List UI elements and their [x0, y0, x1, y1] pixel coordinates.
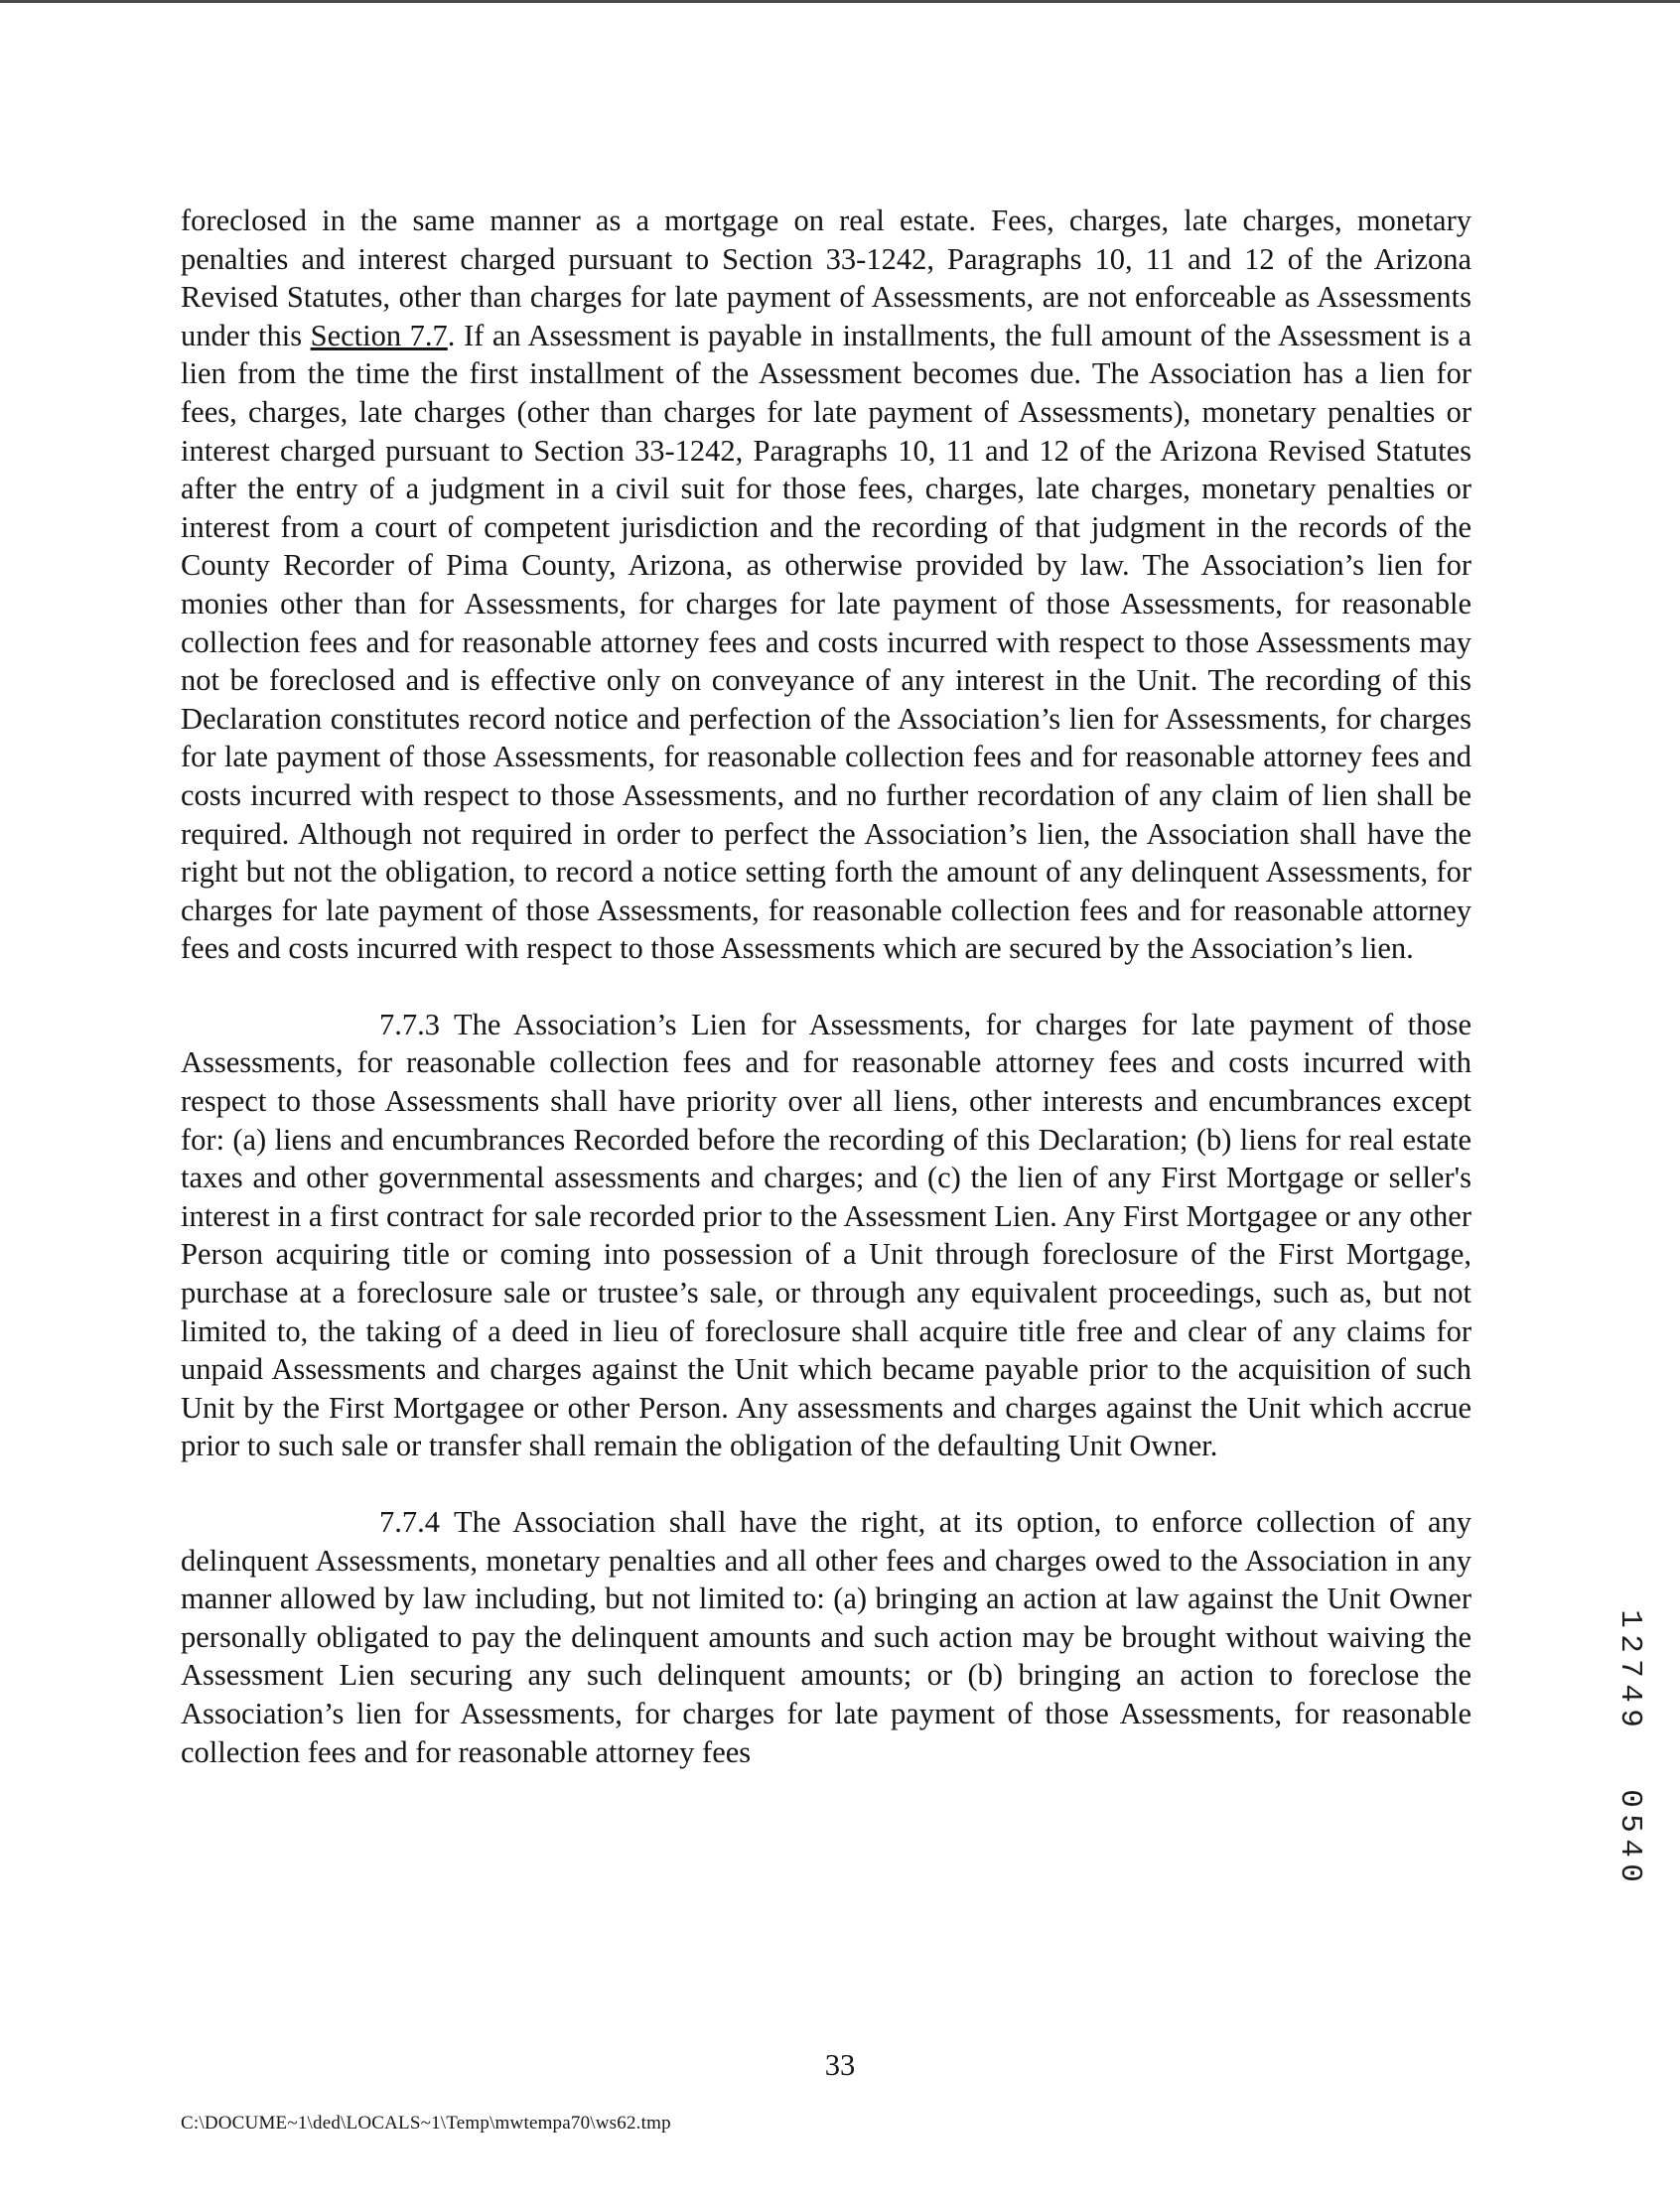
paragraph-text-after-link: . If an Assessment is payable in installments, the full amount of the Assessment is a lien from the time the first installment of the Assessment becomes due. The Association has a lien for fees, charges, late charges (other than charges for late payment of Assessments), monetary penalties or interest charged pursuant to Section 33-1242, Paragraphs 10, 11 and 12 of the Arizona Revised Statutes after the entry of a judgment in a civil suit for those fees, charges, late charges, monetary penalties or interest from a court of competent jurisdiction and the recording of that judgment in the records of the County Recorder of Pima County, Arizona, as otherwise provided by law. The Association’s lien for monies other than for Assessments, for charges for late payment of those Assessments, for reasonable collection fees and for reasonable attorney fees and costs incurred with respect to those Assessments may not be foreclosed and is effective only on conveyance of any interest in the Unit. The recording of this Declaration constitutes record notice and perfection of the Association’s lien for Assessments, for charges for late payment of those Assessments, for reasonable collection fees and for reasonable attorney fees and costs incurred with respect to those Assessments, and no further recordation of any claim of lien shall be required. Although not required in order to perfect the Association’s lien, the Association shall have the right but not the obligation, to record a notice setting forth the amount of any delinquent Assessments, for charges for late payment of those Assessments, for reasonable collection fees and for reasonable attorney fees and costs incurred with respect to those Assessments which are secured by the Association’s lien. — [181, 318, 1471, 966]
stamp-digit: 5 — [1611, 1814, 1647, 1833]
paragraph-text: The Association shall have the right, at its option, to enforce collection of any delinquent Assessments, monetary penalties and all other fees and charges owed to the Association in any manner allowed by law including, but not limited to: (a) bringing an action at law against the Unit Owner personally obligated to pay the delinquent amounts and such action may be brought without waiving the Assessment Lien securing any such delinquent amounts; or (b) bringing an action to foreclose the Association’s lien for Assessments, for charges for late payment of those Assessments, for reasonable collection fees and for reasonable attorney fees — [181, 1505, 1471, 1769]
stamp-digit: 4 — [1611, 1839, 1647, 1858]
section-reference: Section 7.7 — [310, 318, 448, 352]
stamp-digit: 7 — [1611, 1659, 1647, 1678]
stamp-digit: 4 — [1611, 1684, 1647, 1703]
paragraph-7-7-4 — [181, 1503, 1471, 1771]
document-body — [181, 202, 1471, 1771]
stamp-digit: 9 — [1611, 1709, 1647, 1727]
recording-page-number — [1611, 1786, 1647, 1885]
stamp-digit: 0 — [1611, 1789, 1647, 1808]
stamp-digit: 2 — [1611, 1634, 1647, 1653]
recording-stamp — [1611, 1606, 1647, 1885]
page-number: 33 — [824, 2048, 856, 2082]
paragraph-text-before-link: foreclosed in the same manner as a mortgage on real estate. Fees, charges, late charges, monetary penalties and interest charged pursuant to Section 33-1242, Paragraphs 10, 11 and 12 of the Arizona Revised Statutes, other than charges for late payment of Assessments, are not enforceable as Assessments under this — [181, 204, 1471, 352]
paragraph-7-7-3 — [181, 1006, 1471, 1465]
stamp-digit: 0 — [1611, 1863, 1647, 1882]
section-number: 7.7.3 — [379, 1007, 440, 1041]
section-number: 7.7.4 — [379, 1505, 440, 1539]
stamp-digit: 1 — [1611, 1609, 1647, 1628]
top-scan-edge — [0, 0, 1680, 3]
paragraph-text: The Association’s Lien for Assessments, for charges for late payment of those Assessments, for reasonable collection fees and for reasonable attorney fees and costs incurred with respect to those Assessments shall have priority over all liens, other interests and encumbrances except for: (a) liens and encumbrances Recorded before the recording of this Declaration; (b) liens for real estate taxes and other governmental assessments and charges; and (c) the lien of any First Mortgage or seller's interest in a first contract for sale recorded prior to the Assessment Lien. Any First Mortgagee or any other Person acquiring title or coming into possession of a Unit through foreclosure of the First Mortgage, purchase at a foreclosure sale or trustee’s sale, or through any equivalent proceedings, such as, but not limited to, the taking of a deed in lieu of foreclosure shall acquire title free and clear of any claims for unpaid Assessments and charges against the Unit which became payable prior to the acquisition of such Unit by the First Mortgagee or other Person. Any assessments and charges against the Unit which accrue prior to such sale or transfer shall remain the obligation of the defaulting Unit Owner. — [181, 1007, 1471, 1463]
recording-docket-number — [1611, 1606, 1647, 1730]
file-path-footer: C:\DOCUME~1\ded\LOCALS~1\Temp\mwtempa70\ws62.tmp — [181, 2113, 671, 2134]
paragraph-continued — [181, 202, 1471, 968]
